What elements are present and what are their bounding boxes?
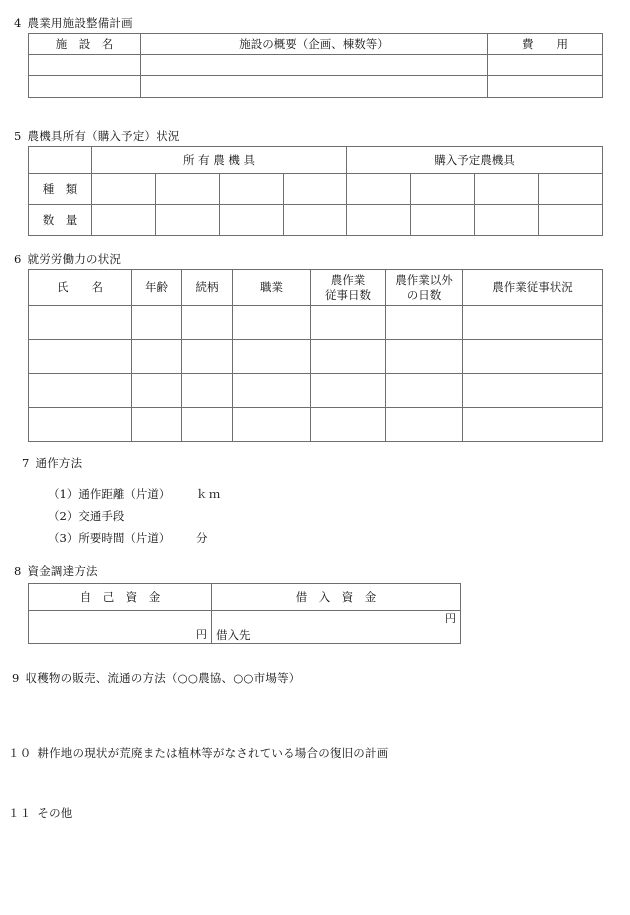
section-10-title: 耕作地の現状が荒廃または植林等がなされている場合の復旧の計画 bbox=[37, 746, 389, 760]
cell-non-farm-days[interactable] bbox=[386, 408, 463, 442]
cell-occupation[interactable] bbox=[233, 340, 311, 374]
cell-relationship[interactable] bbox=[182, 340, 233, 374]
cell-occupation[interactable] bbox=[233, 408, 311, 442]
section-11-number: １１ bbox=[8, 806, 32, 820]
cell-facility-cost[interactable] bbox=[488, 76, 603, 98]
cell-farm-work-days[interactable] bbox=[311, 306, 386, 340]
cell-owned-1[interactable] bbox=[92, 174, 156, 205]
cell-owned-4[interactable] bbox=[284, 174, 347, 205]
section-7-item-3-unit: 分 bbox=[196, 531, 209, 545]
cell-planned-3[interactable] bbox=[475, 174, 539, 205]
section-7-item-3 bbox=[48, 530, 209, 546]
cell-age[interactable] bbox=[132, 374, 182, 408]
header-farm-work-days bbox=[311, 270, 386, 306]
table-group-header-row bbox=[29, 147, 603, 174]
header-non-farm-days bbox=[386, 270, 463, 306]
header-facility-name: 施 設 名 bbox=[29, 34, 141, 55]
section-7-item-2 bbox=[48, 508, 124, 524]
section-4-table bbox=[28, 33, 603, 98]
cell-relationship[interactable] bbox=[182, 306, 233, 340]
cell-owned-3[interactable] bbox=[220, 174, 284, 205]
header-planned-machinery: 購入予定農機具 bbox=[347, 147, 603, 174]
cell-farm-work-status[interactable] bbox=[463, 408, 603, 442]
header-relationship: 続柄 bbox=[182, 270, 233, 306]
section-5-title: 農機具所有（購入予定）状況 bbox=[27, 129, 180, 143]
cell-owned-4[interactable] bbox=[284, 205, 347, 236]
section-7-heading bbox=[22, 455, 82, 471]
section-9-heading bbox=[12, 670, 300, 686]
section-4-number: 4 bbox=[14, 16, 22, 30]
table-row bbox=[29, 76, 603, 98]
cell-non-farm-days[interactable] bbox=[386, 306, 463, 340]
header-corner-blank bbox=[29, 147, 92, 174]
header-farm-work-days-line2: 従事日数 bbox=[325, 287, 371, 302]
cell-relationship[interactable] bbox=[182, 374, 233, 408]
cell-planned-2[interactable] bbox=[411, 174, 475, 205]
section-8-table bbox=[28, 583, 461, 644]
cell-non-farm-days[interactable] bbox=[386, 374, 463, 408]
cell-farm-work-status[interactable] bbox=[463, 340, 603, 374]
header-facility-cost: 費 用 bbox=[488, 34, 603, 55]
section-8-title: 資金調達方法 bbox=[27, 564, 98, 578]
section-8-heading bbox=[14, 563, 98, 579]
cell-age[interactable] bbox=[132, 306, 182, 340]
header-borrowed-funds: 借 入 資 金 bbox=[212, 584, 461, 611]
table-row bbox=[29, 306, 603, 340]
table-row bbox=[29, 340, 603, 374]
section-6-heading bbox=[14, 251, 121, 267]
cell-facility-outline[interactable] bbox=[141, 76, 488, 98]
section-5-table bbox=[28, 146, 603, 236]
cell-occupation[interactable] bbox=[233, 306, 311, 340]
cell-age[interactable] bbox=[132, 408, 182, 442]
cell-name[interactable] bbox=[29, 374, 132, 408]
table-header-row bbox=[29, 34, 603, 55]
table-row bbox=[29, 611, 461, 644]
header-non-farm-days-line2: の日数 bbox=[406, 287, 442, 302]
section-7-item-1-unit: ｋｍ bbox=[196, 487, 222, 501]
cell-owned-1[interactable] bbox=[92, 205, 156, 236]
lender-label: 借入先 bbox=[216, 628, 251, 642]
header-own-funds: 自 己 資 金 bbox=[29, 584, 212, 611]
table-header-row bbox=[29, 270, 603, 306]
table-row bbox=[29, 408, 603, 442]
section-11-heading bbox=[8, 805, 73, 821]
cell-facility-cost[interactable] bbox=[488, 55, 603, 76]
header-name: 氏 名 bbox=[29, 270, 132, 306]
section-6-number: 6 bbox=[14, 252, 22, 266]
cell-farm-work-days[interactable] bbox=[311, 340, 386, 374]
cell-planned-2[interactable] bbox=[411, 205, 475, 236]
section-8-number: 8 bbox=[14, 564, 22, 578]
cell-planned-1[interactable] bbox=[347, 205, 411, 236]
section-7-item-1-label: （1）通作距離（片道） bbox=[48, 487, 171, 501]
table-row bbox=[29, 374, 603, 408]
header-farm-work-days-line1: 農作業 bbox=[330, 273, 366, 288]
section-11-title: その他 bbox=[37, 806, 73, 820]
section-5-number: 5 bbox=[14, 129, 22, 143]
section-4-heading bbox=[14, 15, 133, 31]
table-row bbox=[29, 205, 603, 236]
cell-non-farm-days[interactable] bbox=[386, 340, 463, 374]
cell-facility-name[interactable] bbox=[29, 76, 141, 98]
header-age: 年齢 bbox=[132, 270, 182, 306]
cell-farm-work-status[interactable] bbox=[463, 374, 603, 408]
table-row bbox=[29, 55, 603, 76]
section-6-table bbox=[28, 269, 603, 442]
cell-owned-2[interactable] bbox=[156, 174, 220, 205]
section-7-title: 通作方法 bbox=[35, 456, 83, 470]
cell-farm-work-days[interactable] bbox=[311, 408, 386, 442]
section-10-number: １０ bbox=[8, 746, 32, 760]
cell-name[interactable] bbox=[29, 408, 132, 442]
cell-name[interactable] bbox=[29, 340, 132, 374]
cell-owned-3[interactable] bbox=[220, 205, 284, 236]
section-7-number: 7 bbox=[22, 456, 30, 470]
header-occupation: 職業 bbox=[233, 270, 311, 306]
table-row bbox=[29, 174, 603, 205]
cell-occupation[interactable] bbox=[233, 374, 311, 408]
header-facility-outline: 施設の概要（企画、棟数等） bbox=[141, 34, 488, 55]
cell-age[interactable] bbox=[132, 340, 182, 374]
cell-facility-outline[interactable] bbox=[141, 55, 488, 76]
section-4-title: 農業用施設整備計画 bbox=[27, 16, 133, 30]
section-6-title: 就労労働力の状況 bbox=[27, 252, 122, 266]
cell-name[interactable] bbox=[29, 306, 132, 340]
own-funds-inner bbox=[29, 611, 211, 643]
cell-planned-3[interactable] bbox=[475, 205, 539, 236]
row-label-quantity: 数 量 bbox=[29, 205, 92, 236]
own-funds-currency: 円 bbox=[196, 628, 207, 642]
cell-farm-work-days[interactable] bbox=[311, 374, 386, 408]
section-7-item-1 bbox=[48, 486, 222, 502]
cell-facility-name[interactable] bbox=[29, 55, 141, 76]
section-7-item-3-label: （3）所要時間（片道） bbox=[48, 531, 171, 545]
borrowed-funds-currency: 円 bbox=[445, 612, 456, 626]
section-5-heading bbox=[14, 128, 180, 144]
section-10-heading bbox=[8, 745, 388, 761]
row-label-type: 種 類 bbox=[29, 174, 92, 205]
cell-farm-work-status[interactable] bbox=[463, 306, 603, 340]
header-non-farm-days-line1: 農作業以外 bbox=[395, 273, 453, 288]
cell-planned-1[interactable] bbox=[347, 174, 411, 205]
section-9-number: 9 bbox=[12, 671, 20, 685]
section-7-item-2-label: （2）交通手段 bbox=[48, 509, 125, 523]
table-header-row bbox=[29, 584, 461, 611]
cell-relationship[interactable] bbox=[182, 408, 233, 442]
cell-own-funds[interactable] bbox=[29, 611, 212, 644]
cell-planned-4[interactable] bbox=[539, 174, 603, 205]
header-owned-machinery: 所 有 農 機 具 bbox=[92, 147, 347, 174]
cell-borrowed-funds[interactable] bbox=[212, 611, 461, 644]
section-9-title: 収穫物の販売、流通の方法（○○農協、○○市場等） bbox=[25, 671, 301, 685]
cell-owned-2[interactable] bbox=[156, 205, 220, 236]
cell-planned-4[interactable] bbox=[539, 205, 603, 236]
header-farm-work-status: 農作業従事状況 bbox=[463, 270, 603, 306]
